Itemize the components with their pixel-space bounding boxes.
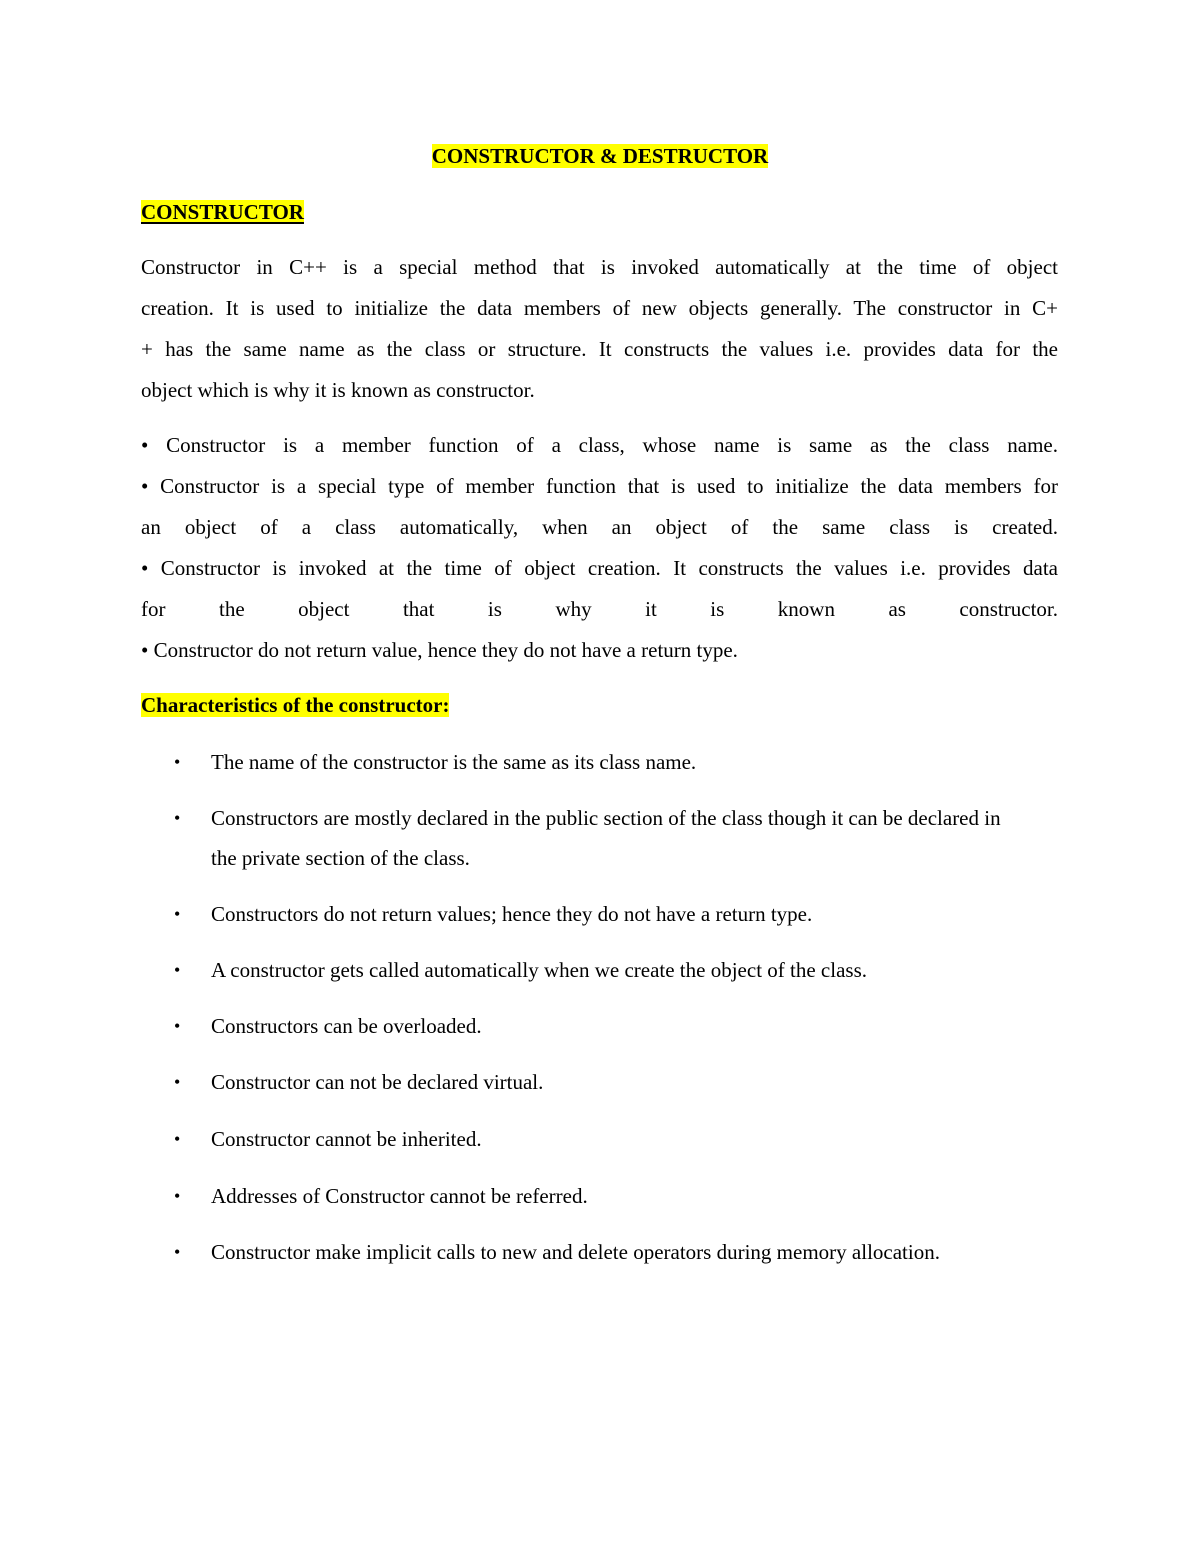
- points-line: for the object that is why it is known as constructor.: [141, 597, 1058, 621]
- list-item-text: Addresses of Constructor cannot be referred.: [211, 1184, 588, 1208]
- bullet-icon: •: [174, 752, 181, 772]
- section-heading-characteristics: [141, 690, 449, 720]
- points-line: • Constructor is a member function of a class, whose name is same as the class name.: [141, 433, 1058, 457]
- list-item: [141, 1006, 1058, 1046]
- list-item: [141, 742, 1058, 782]
- points-paragraph: [141, 425, 1058, 671]
- list-item-text: A constructor gets called automatically when we create the object of the class.: [211, 958, 867, 982]
- bullet-icon: •: [174, 1072, 181, 1092]
- list-item-text: Constructors are mostly declared in the public section of the class though it can be declared in the private section of the class.: [211, 806, 1001, 870]
- list-item: [141, 1176, 1058, 1216]
- list-item-text: The name of the constructor is the same as its class name.: [211, 750, 697, 774]
- bullet-icon: •: [174, 1129, 181, 1149]
- list-item: [141, 894, 1058, 934]
- intro-line: Constructor in C++ is a special method that is invoked automatically at the time of object: [141, 255, 1058, 279]
- list-item: [141, 950, 1058, 990]
- list-item-text: Constructors do not return values; hence they do not have a return type.: [211, 902, 813, 926]
- list-item: [141, 798, 1058, 878]
- list-item: [141, 1062, 1058, 1102]
- section-heading-constructor-text: CONSTRUCTOR: [141, 200, 304, 224]
- list-item-text: Constructor make implicit calls to new and delete operators during memory allocation.: [211, 1240, 940, 1264]
- document-title-text: CONSTRUCTOR & DESTRUCTOR: [431, 144, 769, 168]
- intro-line: + has the same name as the class or structure. It constructs the values i.e. provides data for the: [141, 337, 1058, 361]
- section-heading-constructor: [141, 197, 304, 227]
- list-item-text: Constructor can not be declared virtual.: [211, 1070, 544, 1094]
- points-line: • Constructor is a special type of member function that is used to initialize the data members for: [141, 474, 1058, 498]
- section-heading-characteristics-text: Characteristics of the constructor:: [141, 693, 450, 717]
- points-line: • Constructor is invoked at the time of object creation. It constructs the values i.e. provides data: [141, 556, 1058, 580]
- list-item-text: Constructor cannot be inherited.: [211, 1127, 482, 1151]
- list-item: [141, 1232, 1058, 1272]
- list-item-text: Constructors can be overloaded.: [211, 1014, 482, 1038]
- bullet-icon: •: [174, 1186, 181, 1206]
- bullet-icon: •: [174, 960, 181, 980]
- list-item: [141, 1119, 1058, 1159]
- bullet-icon: •: [174, 1016, 181, 1036]
- document-title: [0, 141, 1200, 171]
- bullet-icon: •: [174, 808, 181, 828]
- intro-line: creation. It is used to initialize the data members of new objects generally. The constructor in C+: [141, 296, 1058, 320]
- intro-paragraph: [141, 247, 1058, 411]
- intro-line: object which is why it is known as constructor.: [141, 378, 535, 402]
- points-line: • Constructor do not return value, hence they do not have a return type.: [141, 638, 738, 662]
- points-line: an object of a class automatically, when an object of the same class is created.: [141, 515, 1058, 539]
- bullet-icon: •: [174, 904, 181, 924]
- bullet-icon: •: [174, 1242, 181, 1262]
